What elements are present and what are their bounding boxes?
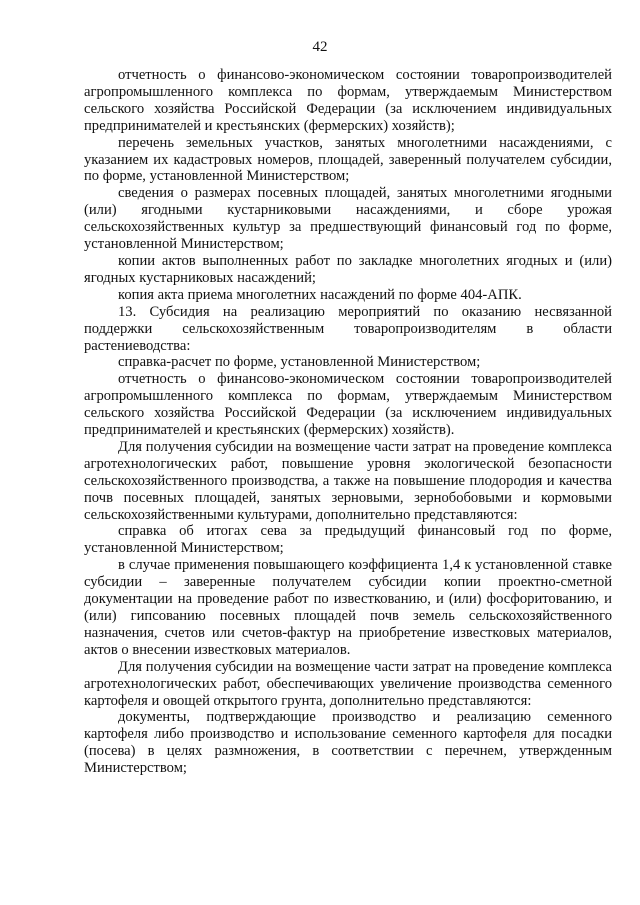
paragraph-potato-subsidy: Для получения субсидии на возмещение части затрат на проведение комплекса агротехнологических работ, обеспечивающих увеличение производства семенного картофеля и овощей открытого грунта, дополнительно представляются: [84,658,612,709]
paragraph-financial-report-2: отчетность о финансово-экономическом состоянии товаропроизводителей агропромышленного комплекса по формам, утверждаемым Министерством сельского хозяйства Российской Федерации (за исключением индивидуальных предпринимателей и крестьянских (фермерских) хозяйств). [84,371,612,439]
paragraph-potato-documents: документы, подтверждающие производство и реализацию семенного картофеля либо производство и использование семенного картофеля для посадки (посева) в целях размножения, в соответствии с перечнем, утвержденным Министерством; [84,709,612,777]
paragraph-financial-report: отчетность о финансово-экономическом состоянии товаропроизводителей агропромышленного комплекса по формам, утверждаемым Министерством сельского хозяйства Российской Федерации (за исключением индивидуальных предпринимателей и крестьянских (фермерских) хозяйств); [84,67,612,134]
paragraph-coefficient-case: в случае применения повышающего коэффициента 1,4 к установленной ставке субсидии – заверенные получателем субсидии копии проектно-сметной документации на проведение работ по известкованию, и (или) фосфоритованию, и (или) гипсованию посевных площадей почв земель сельскохозяйственного назначения, счетов или счетов-фактур на приобретение известковых материалов, актов о внесении известковых материалов. [84,557,612,658]
document-body [84,67,612,777]
paragraph-sowing-results: справка об итогах сева за предыдущий финансовый год по форме, установленной Министерством; [84,523,612,557]
paragraph-land-plots-list: перечень земельных участков, занятых многолетними насаждениями, с указанием их кадастровых номеров, площадей, заверенный получателем субсидии, по форме, установленной Министерством; [84,134,612,185]
page-number: 42 [312,39,328,55]
paragraph-item-13: 13. Субсидия на реализацию мероприятий по оказанию несвязанной поддержки сельскохозяйственным товаропроизводителям в области растениеводства: [84,303,612,354]
paragraph-work-acts-copies: копии актов выполненных работ по закладке многолетних ягодных и (или) ягодных кустарниковых насаждений; [84,252,612,286]
paragraph-acceptance-act-copy: копия акта приема многолетних насаждений по форме 404-АПК. [118,286,522,303]
paragraph-agrotech-subsidy: Для получения субсидии на возмещение части затрат на проведение комплекса агротехнологических работ, повышение уровня экологической безопасности сельскохозяйственного производства, а также на повышение плодородия и качества почв посевных площадей, занятых зерновыми, зернобобовыми и кормовыми сельскохозяйственными культурами, дополнительно представляются: [84,438,612,523]
paragraph-calculation-certificate: справка-расчет по форме, установленной Министерством; [118,354,481,371]
paragraph-sown-area-info: сведения о размерах посевных площадей, занятых многолетними ягодными (или) ягодными кустарниковыми насаждениями, и сборе урожая сельскохозяйственных культур за предшествующий финансовый год по форме, установленной Министерством; [84,185,612,253]
